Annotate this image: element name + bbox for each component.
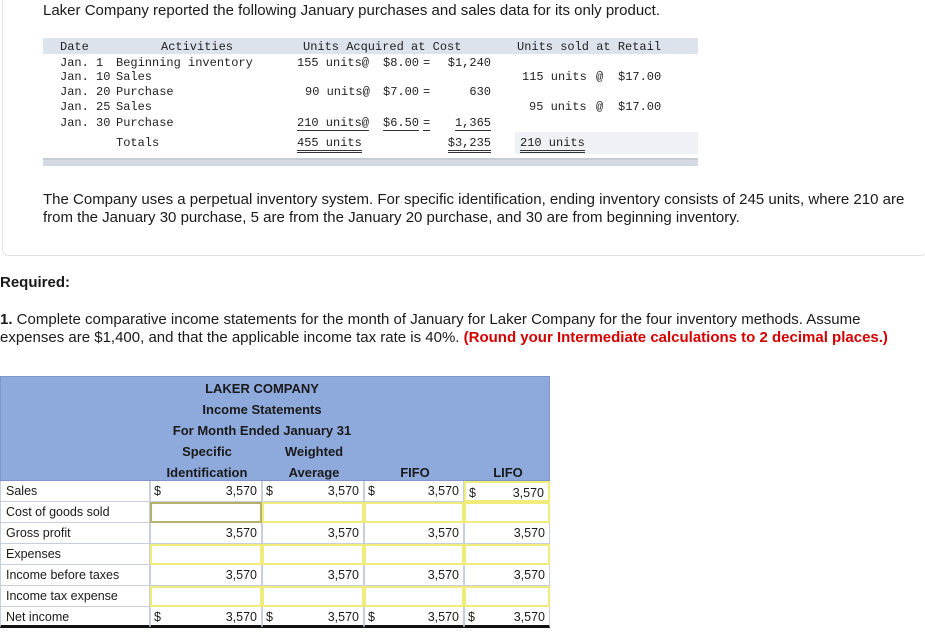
col-weighted-line2: Average <box>288 465 340 480</box>
row-date: Jan. 25 <box>60 100 111 114</box>
lifo-input[interactable] <box>464 607 550 628</box>
col-lifo: LIFO <box>493 465 523 480</box>
row-date: Jan. 20 <box>60 85 111 99</box>
cell-value: 3,570 <box>327 484 359 498</box>
cell-value: 3,570 <box>225 526 257 540</box>
dollar-sign: $ <box>469 486 476 500</box>
statement-row <box>0 481 550 502</box>
row-label: Expenses <box>0 544 150 565</box>
row-activity: Purchase <box>116 116 174 130</box>
fifo-input[interactable] <box>364 586 464 607</box>
row-label: Income tax expense <box>0 586 150 607</box>
income-statement-grid <box>0 376 550 638</box>
statement-row <box>0 586 550 607</box>
row-activity: Sales <box>116 100 153 114</box>
cell-value: 3,570 <box>225 484 257 498</box>
statement-row <box>0 523 550 544</box>
col-fifo: FIFO <box>400 465 430 480</box>
cell-value: 3,570 <box>327 526 359 540</box>
weighted-avg-input[interactable] <box>262 523 364 544</box>
row-sold-at: @ <box>596 70 604 84</box>
cell-value: 3,570 <box>513 568 545 582</box>
dollar-sign: $ <box>368 610 375 624</box>
statement-row <box>0 502 550 523</box>
fifo-input[interactable] <box>364 502 464 523</box>
cell-value: 3,570 <box>513 610 545 624</box>
row-acquired-total: 630 <box>469 85 491 99</box>
row-sold-at: @ <box>596 100 604 114</box>
instruction-number: 1. <box>0 311 13 328</box>
row-equals: = <box>423 116 431 130</box>
specific-id-input[interactable] <box>150 523 262 544</box>
specific-id-input[interactable] <box>150 565 262 586</box>
row-activity: Sales <box>116 70 153 84</box>
weighted-avg-input[interactable] <box>262 481 364 502</box>
cell-value: 3,570 <box>327 610 359 624</box>
purchases-sales-table <box>43 38 698 166</box>
cell-value: 3,570 <box>427 610 459 624</box>
cell-value: 3,570 <box>427 568 459 582</box>
weighted-avg-input[interactable] <box>262 544 364 565</box>
col-sold: Units sold at Retail <box>517 40 662 54</box>
statement-row <box>0 544 550 565</box>
row-label: Cost of goods sold <box>0 502 150 523</box>
row-date: Jan. 30 <box>60 116 111 130</box>
row-acquired-total: $1,240 <box>447 56 491 70</box>
dollar-sign: $ <box>266 610 273 624</box>
statement-title: Income Statements <box>202 402 322 417</box>
specific-id-input[interactable] <box>150 544 262 565</box>
row-label: Gross profit <box>0 523 150 544</box>
lifo-input[interactable] <box>464 502 550 523</box>
row-date: Jan. 10 <box>60 70 111 84</box>
company-name: LAKER COMPANY <box>205 381 319 396</box>
intro-text: Laker Company reported the following January purchases and sales data for its only product. <box>43 2 661 19</box>
row-label: Sales <box>0 481 150 502</box>
dollar-sign: $ <box>154 610 161 624</box>
specific-id-paragraph: The Company uses a perpetual inventory system. For specific identification, ending inventory consists of 245 units, where 210 are from the January 30 purchase, 5 are from the January 20 purchase, and 30 are from beginning inventory. <box>43 191 905 226</box>
statement-row <box>0 607 550 628</box>
row-acquired-price: $7.00 <box>383 85 420 99</box>
row-label: Income before taxes <box>0 565 150 586</box>
row-equals: = <box>423 85 431 99</box>
fifo-input[interactable] <box>364 565 464 586</box>
weighted-avg-input[interactable] <box>262 586 364 607</box>
row-sold-units: 95 units <box>529 100 587 114</box>
required-label: Required: <box>0 274 71 291</box>
col-specific-line1: Specific <box>182 444 232 459</box>
instruction-text <box>0 311 925 347</box>
weighted-avg-input[interactable] <box>262 565 364 586</box>
specific-id-input[interactable] <box>150 481 262 502</box>
col-specific-line2: Identification <box>166 465 248 480</box>
row-activity: Purchase <box>116 85 174 99</box>
row-sold-units: 115 units <box>522 70 587 84</box>
specific-id-input[interactable] <box>150 607 262 628</box>
statement-period: For Month Ended January 31 <box>172 423 352 438</box>
col-date: Date <box>60 40 89 54</box>
specific-id-input[interactable] <box>150 502 262 523</box>
dollar-sign: $ <box>266 484 273 498</box>
lifo-input[interactable] <box>464 481 550 502</box>
weighted-avg-input[interactable] <box>262 607 364 628</box>
cell-value: 3,570 <box>427 484 459 498</box>
col-weighted-line1: Weighted <box>284 444 344 459</box>
fifo-input[interactable] <box>364 544 464 565</box>
row-date: Jan. 1 <box>60 56 104 70</box>
cell-value: 3,570 <box>327 568 359 582</box>
statement-row <box>0 565 550 586</box>
specific-id-input[interactable] <box>150 586 262 607</box>
lifo-input[interactable] <box>464 544 550 565</box>
totals-acquired-total: $3,235 <box>448 136 491 153</box>
data-table-footer-bar <box>43 158 698 166</box>
weighted-avg-input[interactable] <box>262 502 364 523</box>
cell-value: 3,570 <box>512 486 544 500</box>
row-sold-price: $17.00 <box>618 100 662 114</box>
row-sold-price: $17.00 <box>618 70 662 84</box>
fifo-input[interactable] <box>364 523 464 544</box>
col-acquired: Units Acquired at Cost <box>303 40 462 54</box>
row-activity: Beginning inventory <box>116 56 253 70</box>
dollar-sign: $ <box>468 610 475 624</box>
instruction-body: Complete comparative income statements for the month of January for Laker Company for the four inventory methods. Assume expenses are $1,400, and that the applicable income tax rate is 40%. <box>0 311 861 346</box>
row-label: Net income <box>0 607 150 628</box>
cell-value: 3,570 <box>225 610 257 624</box>
dollar-sign: $ <box>368 484 375 498</box>
row-acquired-price: $6.50 <box>383 116 420 130</box>
fifo-input[interactable] <box>364 607 464 628</box>
totals-acquired-units: 455 units <box>297 136 362 153</box>
row-acquired-units: 155 units@ <box>297 56 370 70</box>
lifo-input[interactable] <box>464 523 550 544</box>
dollar-sign: $ <box>154 484 161 498</box>
rounding-note: (Round your Intermediate calculations to 2 decimal places.) <box>463 329 888 346</box>
statement-header <box>0 376 550 481</box>
cell-value: 3,570 <box>225 568 257 582</box>
lifo-input[interactable] <box>464 565 550 586</box>
fifo-input[interactable] <box>364 481 464 502</box>
row-acquired-units: 210 units@ <box>297 116 370 130</box>
cell-value: 3,570 <box>427 526 459 540</box>
row-acquired-price: $8.00 <box>383 56 420 70</box>
cell-value: 3,570 <box>513 526 545 540</box>
totals-sold-units: 210 units <box>520 136 585 153</box>
row-equals: = <box>423 56 431 70</box>
totals-label: Totals <box>116 136 160 150</box>
col-activities: Activities <box>161 40 234 54</box>
lifo-input[interactable] <box>464 586 550 607</box>
row-acquired-total: 1,365 <box>454 116 491 130</box>
row-acquired-units: 90 units@ <box>305 85 370 99</box>
